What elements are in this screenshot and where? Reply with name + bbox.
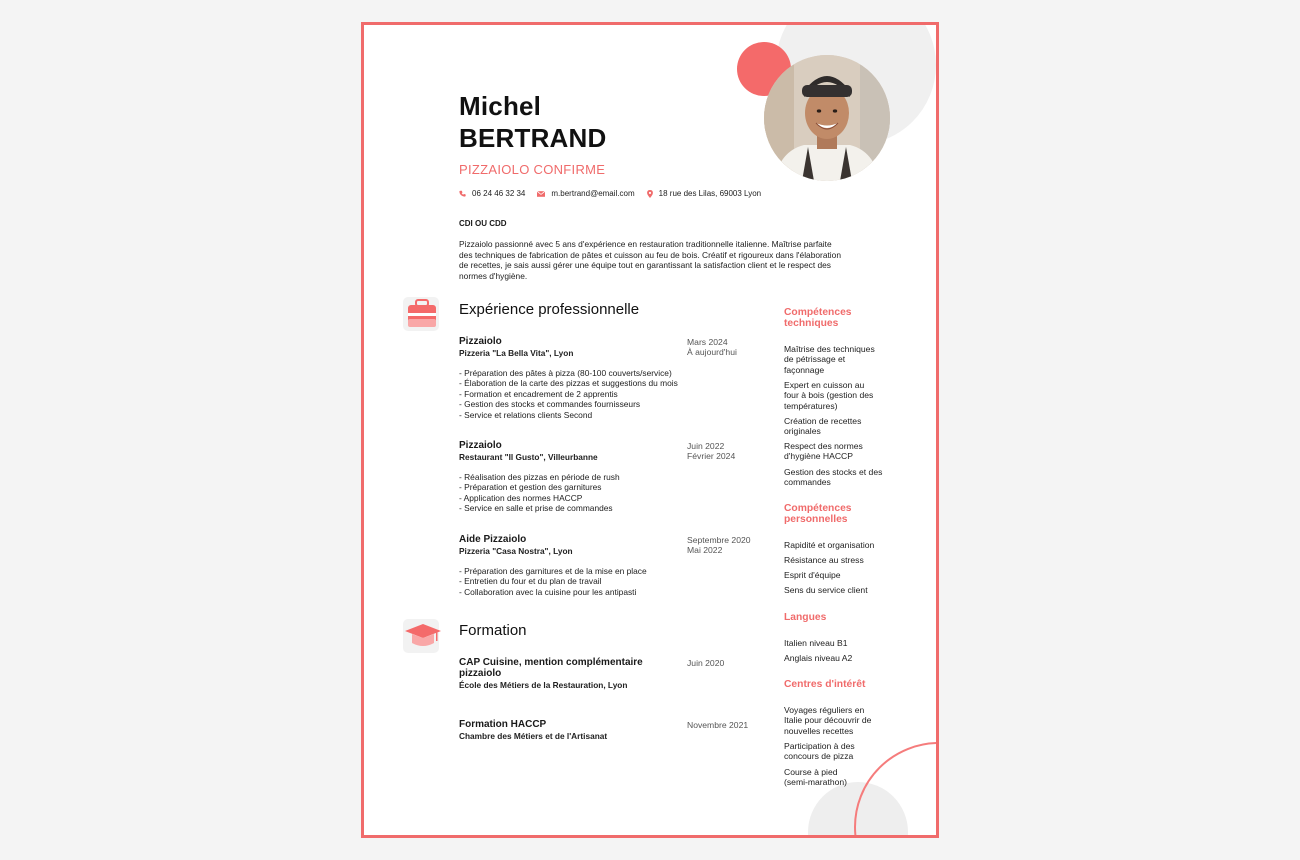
school-name: Chambre des Métiers et de l'Artisanat <box>459 731 608 741</box>
job-date-end: Mai 2022 <box>687 545 723 556</box>
tech-skills-title-line: Compétences <box>784 307 852 318</box>
contact-email <box>537 189 634 198</box>
decorative-ring <box>854 742 939 838</box>
skill-line: de pétrissage et <box>784 354 846 365</box>
job-tasks <box>459 472 620 514</box>
interest-line: Italie pour découvrir de <box>784 715 872 726</box>
job-tasks <box>459 368 678 420</box>
interest-line: Participation à des <box>784 741 855 751</box>
interest-line: Voyages réguliers en <box>784 705 865 715</box>
interest-item <box>784 705 871 736</box>
contract-type: CDI OU CDD <box>459 219 507 228</box>
job-date-end: Février 2024 <box>687 451 736 462</box>
tech-skill-item <box>784 467 882 488</box>
personal-skills-title-line: personnelles <box>784 514 848 525</box>
job-dates <box>687 441 735 462</box>
tech-skills-title <box>784 307 852 329</box>
education-entry <box>459 657 689 690</box>
job-task: - Application des normes HACCP <box>459 492 583 503</box>
tech-skill-item <box>784 380 873 411</box>
resume-page <box>361 22 939 838</box>
job-task: - Élaboration de la carte des pizzas et suggestions du mois <box>459 378 678 389</box>
email-address: m.bertrand@email.com <box>551 189 635 198</box>
job-task: - Gestion des stocks et commandes fournisseurs <box>459 399 641 410</box>
tech-skill-item <box>784 344 875 375</box>
job-date-start: Juin 2022 <box>687 441 725 451</box>
job-entry <box>459 336 689 358</box>
tech-skill-item <box>784 441 863 462</box>
job-dates <box>687 535 751 556</box>
degree-title <box>459 657 689 679</box>
candidate-name <box>459 90 606 154</box>
language-item: Anglais niveau A2 <box>784 653 853 663</box>
degree-title-line: CAP Cuisine, mention complémentaire <box>459 657 643 668</box>
phone-icon <box>459 190 466 197</box>
job-date-start: Septembre 2020 <box>687 535 751 545</box>
interests-title: Centres d'intérêt <box>784 679 866 690</box>
personal-skill-item: Rapidité et organisation <box>784 540 875 550</box>
skill-line: Expert en cuisson au <box>784 380 865 390</box>
education-date: Juin 2020 <box>687 658 725 668</box>
skill-line: four à bois (gestion des <box>784 390 874 401</box>
skill-line: Respect des normes <box>784 441 863 451</box>
interest-line: Course à pied <box>784 767 838 777</box>
skill-line: d'hygiène HACCP <box>784 451 853 462</box>
job-task: - Service en salle et prise de commandes <box>459 503 613 514</box>
education-title: Formation <box>459 622 527 639</box>
interest-line: nouvelles recettes <box>784 725 854 736</box>
last-name: BERTRAND <box>459 123 607 153</box>
job-company: Pizzeria "Casa Nostra", Lyon <box>459 546 573 556</box>
personal-skill-item: Résistance au stress <box>784 555 864 565</box>
interest-line: (semi-marathon) <box>784 777 848 788</box>
degree-title-line: pizzaiolo <box>459 668 502 679</box>
skill-line: températures) <box>784 400 838 411</box>
first-name: Michel <box>459 91 542 121</box>
job-title: Pizzaiolo <box>459 440 502 451</box>
personal-skill-item: Sens du service client <box>784 585 868 595</box>
interest-line: concours de pizza <box>784 751 854 762</box>
skill-line: commandes <box>784 477 831 488</box>
job-date-end: À aujourd'hui <box>687 347 737 358</box>
job-task: - Préparation des garnitures et de la mise en place <box>459 566 647 576</box>
personal-skill-item: Esprit d'équipe <box>784 570 841 580</box>
education-entry <box>459 719 689 741</box>
profile-summary: Pizzaiolo passionné avec 5 ans d'expérience en restauration traditionnelle italienne. Maîtrise parfaite des techniques de fabrication de pâtes et cuisson au feu de bois. Créatif et rigoureux dans l'élaboration de recettes, je sais aussi gérer une équipe tout en garantissant la satisfaction client et le respect des normes d'hygiène. <box>459 239 841 281</box>
job-task: - Formation et encadrement de 2 apprentis <box>459 388 618 399</box>
briefcase-icon <box>401 293 441 333</box>
personal-skills-title <box>784 503 852 525</box>
job-dates <box>687 337 737 358</box>
job-title: Pizzaiolo <box>459 336 502 347</box>
education-date: Novembre 2021 <box>687 720 749 730</box>
interest-item <box>784 741 855 762</box>
language-item: Italien niveau B1 <box>784 638 848 648</box>
graduation-cap-icon <box>401 615 441 655</box>
profile-photo <box>764 55 890 181</box>
interest-item <box>784 767 847 788</box>
languages-title: Langues <box>784 612 827 623</box>
contact-phone <box>459 189 525 198</box>
location-pin-icon <box>647 190 653 198</box>
experience-title: Expérience professionnelle <box>459 301 640 318</box>
school-name: École des Métiers de la Restauration, Lyon <box>459 680 628 690</box>
job-company: Pizzeria "La Bella Vita", Lyon <box>459 348 574 358</box>
skill-line: Création de recettes <box>784 416 862 426</box>
job-title: Aide Pizzaiolo <box>459 534 527 545</box>
skill-line: originales <box>784 426 821 437</box>
tech-skill-item <box>784 416 861 437</box>
job-tasks <box>459 566 647 597</box>
job-entry <box>459 534 689 556</box>
job-entry <box>459 440 689 462</box>
skill-line: Gestion des stocks et des <box>784 467 883 477</box>
postal-address: 18 rue des Lilas, 69003 Lyon <box>658 189 762 198</box>
job-task: - Préparation des pâtes à pizza (80-100 couverts/service) <box>459 368 672 378</box>
degree-title: Formation HACCP <box>459 719 547 730</box>
skill-line: Maîtrise des techniques <box>784 344 875 354</box>
job-task: - Collaboration avec la cuisine pour les antipasti <box>459 586 637 597</box>
contact-bar <box>459 189 773 198</box>
job-role: PIZZAIOLO CONFIRME <box>459 162 606 177</box>
job-task: - Service et relations clients Second <box>459 409 593 420</box>
job-company: Restaurant "Il Gusto", Villeurbanne <box>459 452 598 462</box>
mail-icon <box>537 191 545 197</box>
job-task: - Préparation et gestion des garnitures <box>459 482 602 493</box>
personal-skills-title-line: Compétences <box>784 503 852 514</box>
job-task: - Réalisation des pizzas en période de rush <box>459 472 620 482</box>
job-task: - Entretien du four et du plan de travail <box>459 576 602 587</box>
contact-address <box>647 189 761 198</box>
tech-skills-title-line: techniques <box>784 318 839 329</box>
phone-number: 06 24 46 32 34 <box>472 189 526 198</box>
skill-line: façonnage <box>784 364 825 375</box>
job-date-start: Mars 2024 <box>687 337 728 347</box>
